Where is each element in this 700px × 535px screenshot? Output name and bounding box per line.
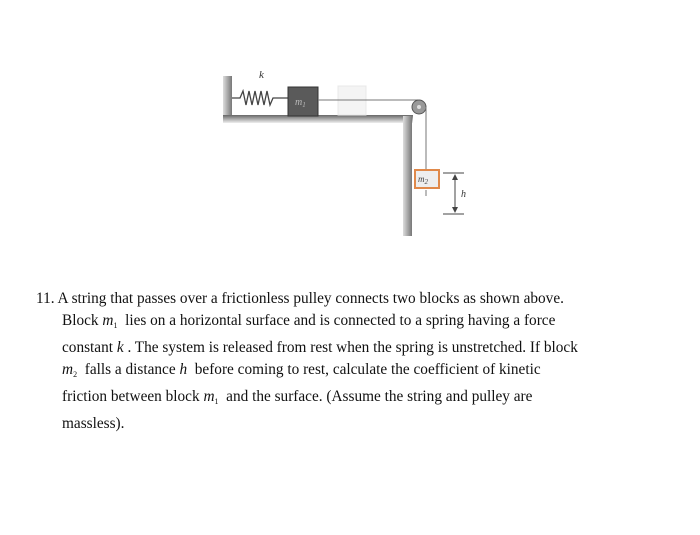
problem-line-4 — [36, 359, 578, 386]
problem-line-1 — [36, 288, 578, 310]
text: Block — [62, 312, 99, 329]
problem-line-5 — [36, 386, 578, 413]
problem-line-6: massless). — [62, 415, 125, 432]
text: lies on a horizontal surface and is connected to a spring having a force — [125, 312, 556, 329]
left-wall — [223, 76, 232, 118]
text: and the surface. (Assume the string and pulley are — [226, 388, 533, 405]
text: friction between block — [62, 388, 200, 405]
problem-text — [36, 288, 578, 435]
h-arrow-up-icon — [452, 174, 458, 180]
text: A string that passes over a frictionless pulley connects two blocks as shown above. — [57, 290, 564, 307]
var-k: k — [116, 339, 124, 356]
text: . The system is released from rest when the spring is unstretched. If block — [127, 339, 578, 356]
distance-label: h — [461, 189, 466, 200]
pulley-axle — [417, 105, 421, 109]
text: constant — [62, 339, 113, 356]
block-m2-label: $m_2$ — [418, 174, 428, 186]
spring — [232, 91, 288, 105]
text: falls a distance — [84, 361, 176, 378]
var-m1: $m_1$ — [102, 312, 118, 330]
problem-line-2 — [36, 310, 578, 337]
problem-number: 11. — [36, 290, 55, 307]
h-arrow-down-icon — [452, 207, 458, 213]
spring-label: k — [259, 69, 264, 81]
right-wall — [403, 116, 412, 236]
block-m1-label: $m_1$ — [295, 97, 306, 109]
var-m1: $m_1$ — [203, 388, 219, 406]
text: before coming to rest, calculate the coefficient of kinetic — [194, 361, 541, 378]
var-m2: $m_2$ — [62, 361, 78, 379]
problem-line-3 — [36, 337, 578, 359]
pulley-diagram — [0, 0, 700, 260]
var-h: h — [179, 361, 188, 378]
